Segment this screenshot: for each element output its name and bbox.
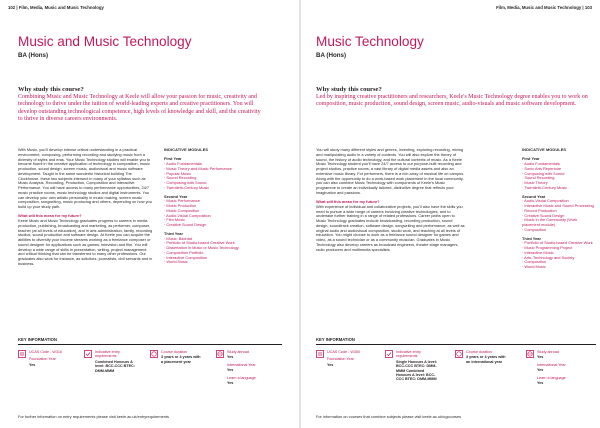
modules-list (164, 148, 264, 265)
intl-year-label: International Year (227, 362, 256, 367)
duration-value: 3 years or 4 years with an international year (466, 355, 506, 364)
module-item: · Sonic Arts Repertoire (522, 165, 562, 171)
module-item: · Music Theory and Music Performance (164, 165, 232, 171)
globe-icon (216, 350, 224, 358)
module-item: · Composing with Sound (164, 180, 207, 185)
section-name: Film, Media, Music and Music Technology (18, 5, 104, 10)
section-name: Film, Media, Music and Music Technology (496, 5, 582, 10)
module-item: · Composition (522, 259, 547, 265)
year-label: First Year (164, 156, 182, 162)
ucas-icon (316, 350, 324, 358)
module-item: · Twentieth-Century Music (164, 184, 210, 190)
abroad-label: Study abroad (537, 350, 559, 354)
module-item: · Audio-Visual Composition (522, 198, 569, 204)
module-item: · Dissertation in Music or Music Technology (164, 245, 239, 250)
foundation-label: Foundation Year (29, 357, 56, 362)
entry-label: Indicative entry requirements (396, 350, 421, 359)
key-info-rule (18, 344, 282, 345)
module-item: · Composition (522, 226, 547, 232)
page-number: | 103 (582, 5, 592, 10)
key-info-heading: KEY INFORMATION (316, 337, 355, 342)
module-item: · Music in the Community (Work placement module) (522, 217, 578, 227)
why-text: Combining Music and Music Technology at Keele will allow your passion for music, creativity and technology to thrive under the tuition of world-leading experts and creative practitioners. You will develop outstanding technological competence, high levels of knowledge and skill, and the creativity to thrive in diverse careers environments. (18, 94, 261, 122)
module-item: · World Music (522, 264, 546, 269)
duration-label: Course duration (466, 350, 493, 354)
body-paragraph: Keele Music and Music Technology graduates progress to careers in media production, publishing, broadcasting and marketing, as performer, composer, teacher (at all levels of education), and in arts administration, family, recording studios, sound production and software design. At Keele you can acquire the abilities to diversify your income streams working as a freelance composer or sound designer for applications such as games, television and film. You will develop a wide range of skills in presentation, writing, project management and critical thinking that can be transferred to many other professions. Our graduates also work for instance, as solicitors, journalists, civil servants and in business. (18, 218, 153, 266)
module-item: · Audio Fundamentals (164, 161, 202, 166)
requirements-icon (385, 350, 393, 358)
running-header (496, 5, 592, 10)
future-heading: What will this mean for my future? (18, 213, 82, 219)
year-label: Third Year (522, 235, 541, 241)
language-label: Learn a language (537, 375, 566, 380)
module-item: · Record Production (522, 207, 557, 213)
page-title: Music Technology (316, 34, 424, 49)
module-item: · Sound Recording (164, 175, 197, 181)
module-item: · Portfolio of Studio-based Creative Work (522, 240, 593, 246)
module-item: · Film Music (164, 217, 185, 223)
abroad-value: Yes (227, 355, 234, 360)
language-value: Yes (227, 381, 234, 386)
why-text: Led by inspiring creative practitioners and researchers, Keele's Music Technology degree enables you to work on composition, music production, sound design, screen music, audio-visuals and music software development. (316, 94, 588, 108)
module-item: · Music: Bachfat (164, 235, 192, 241)
key-info-rule (316, 344, 596, 345)
year-label: Second Year (522, 193, 546, 199)
page-number: 102 | (8, 5, 18, 10)
module-item: · Arts, Technology and Society (522, 254, 575, 260)
module-item: · Music Performance (164, 198, 200, 204)
abroad-label: Study abroad (227, 350, 249, 354)
module-item: · Interactive Music and Sound Processing (522, 203, 594, 208)
module-item: · Portfolio of Studio-based Creative Work (164, 240, 235, 246)
module-item: · Music Production (164, 203, 197, 208)
why-heading: Why study this course? (316, 86, 382, 93)
duration-value: 3 years or 4 years with a placement year (161, 355, 201, 364)
entry-value: Combined Honours A level: BCC-CCC BTEC: DMM-MMM (95, 359, 135, 373)
ucas-label: UCAS Code - W316 (29, 350, 62, 354)
year-label: First Year (522, 156, 540, 162)
foundation-value: Yes (327, 362, 334, 367)
modules-list (522, 148, 596, 270)
abroad-value: Yes (537, 355, 544, 360)
year-label: Third Year (164, 230, 183, 236)
module-item: · Music Theory (522, 180, 548, 185)
module-item: · Composition Portfolio (164, 249, 204, 255)
right-page (300, 0, 600, 428)
module-item: · Music Composition (164, 207, 200, 213)
module-item: · Audio Fundamentals (522, 161, 560, 166)
ucas-icon (18, 350, 26, 358)
modules-heading: INDICATIVE MODULES (164, 147, 209, 152)
why-heading: Why study this course? (18, 86, 84, 93)
entry-value: Single Honours A level: BCC-CCC BTEC: DMM-MMM Combined Honours A level: BCC-CCC BTEC: DMM-MMM (396, 359, 438, 382)
module-item: · Interactive Music (522, 249, 554, 255)
module-item: · Music Programming Project (522, 245, 573, 250)
year-label: Second Year (164, 193, 188, 199)
module-item: · Interactive Composition (164, 254, 208, 260)
intl-year-value: Yes (227, 368, 234, 373)
entry-label: Indicative entry requirements (95, 350, 120, 359)
duration-label: Course duration (161, 350, 188, 354)
module-item: · Twentieth-Century Music (522, 184, 568, 190)
module-item: · Creative Sound Design (522, 212, 565, 218)
degree-label: BA (Hons) (316, 52, 347, 59)
body-paragraph: You will study many different styles and genres, inventing, exploring recording, mixing and manipulating audio in a variety of contexts. You will also explore the theory of sound, the history of audio technology, and the cultural contexts of music. As a Keele Music Technology student you'll have 24/7 access to our purpose-built recording and project studios, practice rooms, a vast library of digital media assets and also an extensive music library. For performers, there is a rich array of musical life on campus. Along with the opportunity to do a work-based work placement in the local community, you can also combine Music Technology with components of Keele's Music programme to create an individually tailored, distinctive degree that reflects your imagination and passions. (316, 147, 465, 195)
foundation-value: Yes (29, 362, 36, 367)
body-text (316, 148, 466, 257)
module-item: · Sound Recording (522, 175, 555, 181)
footer-note: For further information on entry requirements please visit keele.ac.uk/entryrequirements (18, 414, 169, 419)
body-paragraph: With experience of individual and collaborative projects, you'll also have the skills you need to pursue a wide range of careers involving creative technologies, and to undertake further training in a range of related professions. Career paths open to Music Technology graduates include broadcasting, recording production, sound design, soundtrack creation, software design, songwriting and performance, as well as original audio and audiovisual composition, studio work, and teaching at all levels of education. You might choose to work as a freelance sound designer for games and video, as a sound technician or as a community musician. Graduates in Music Technology also develop careers as broadcast engineers, theatre stage managers, radio producers and multimedia specialists. (316, 203, 465, 252)
foundation-label: Foundation Year (327, 357, 354, 362)
requirements-icon (84, 350, 92, 358)
ucas-label: UCAS Code - W350 (327, 350, 360, 354)
language-value: Yes (537, 381, 544, 386)
body-text (18, 148, 153, 271)
module-item: · Creative Sound Design (164, 222, 207, 227)
running-header (8, 5, 104, 10)
clock-icon (455, 350, 463, 358)
module-item: · Audio-Visual Composition (164, 212, 211, 218)
language-label: Learn a language (227, 375, 256, 380)
modules-heading: INDICATIVE MODULES (522, 147, 567, 152)
body-paragraph: With Music, you'll develop intense critical understanding in a practical environment, composing, performing recording and studying music from a diversity of styles and eras. Your Music Technology studies will enable you to become fluent in the creative application of technology in composition, music production, sound design, screen music, audiovisual and music software development. Taught in the same wonderful historical building The Clockhouse, these two subjects intersect in many of your syllabus such as Music Analysis, Recording, Production, Composition and Interactive Performance. You will have access to many performance opportunities, 24/7 music practice rooms, music technology studios and digital instruments. You can develop your own artistic personality in music making, screen music composition, songwriting, music producing and others, depending on how you build up your study path. (18, 147, 152, 209)
intl-year-value: Yes (537, 368, 544, 373)
globe-icon (526, 350, 534, 358)
key-info-heading: KEY INFORMATION (18, 337, 57, 342)
degree-label: BA (Hons) (18, 52, 49, 59)
intl-year-label: International Year (537, 362, 566, 367)
footer-note: For information on courses that combine subjects please visit keele.ac.uk/ugcourses (316, 414, 462, 419)
future-heading: What will this mean for my future? (316, 199, 380, 204)
clock-icon (150, 350, 158, 358)
module-item: · Composing with Sound (522, 170, 565, 176)
module-item: · World Music (164, 259, 188, 265)
module-item: · Popular Music (164, 170, 192, 176)
page-title: Music and Music Technology (18, 34, 192, 49)
